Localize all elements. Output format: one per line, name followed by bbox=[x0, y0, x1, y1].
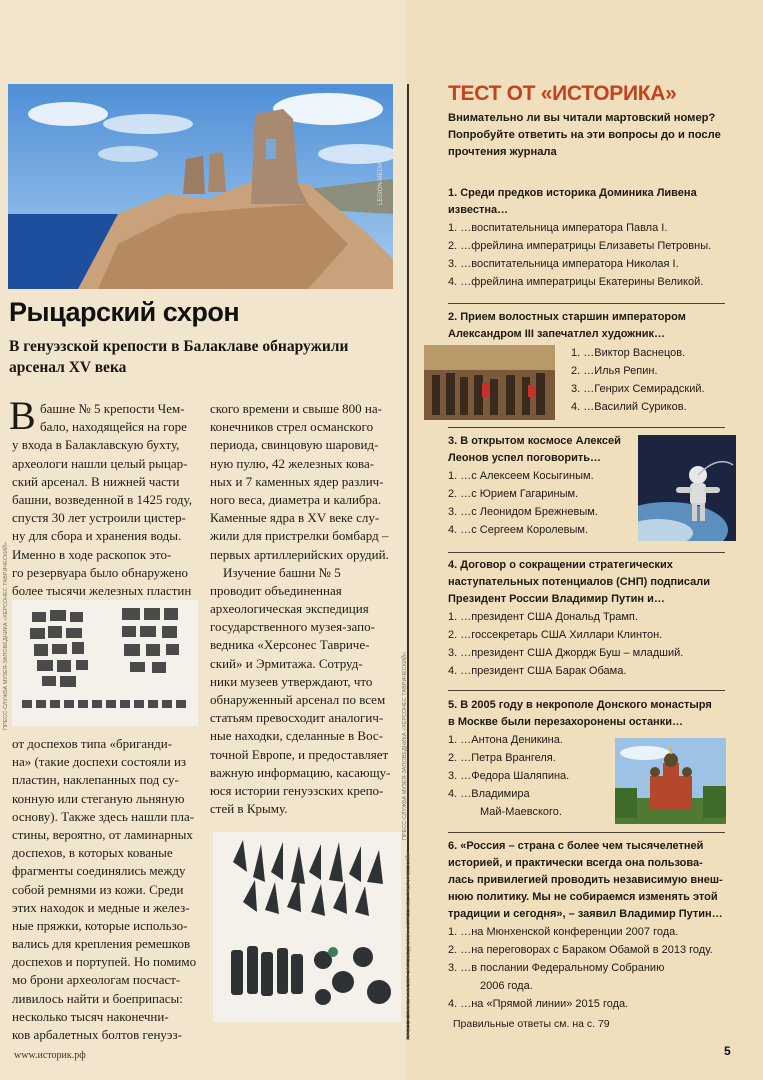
answer-option: 2. …с Юрием Гагариным. bbox=[448, 488, 579, 500]
text-line: археологи нашли целый рыцар- bbox=[12, 455, 188, 471]
text-line: на» (такие доспехи состояли из bbox=[12, 754, 187, 770]
text-line: ливилось найти и боеприпасы: bbox=[12, 990, 183, 1006]
page-number: 5 bbox=[724, 1044, 731, 1058]
quiz-title: ТЕСТ ОТ «ИСТОРИКА» bbox=[448, 82, 677, 105]
question-text: Александром III запечатлел художник… bbox=[448, 328, 666, 340]
fortress-photo bbox=[8, 84, 393, 289]
question-text: наступательных потенциалов (СНП) подписали bbox=[448, 576, 711, 588]
answer-option: Май-Маевского. bbox=[480, 806, 562, 818]
text-line: периода, свинцовую шаровид- bbox=[210, 437, 379, 453]
text-line: ную пулю, 42 железных кова- bbox=[210, 455, 375, 471]
answer-option: 1. …на Мюнхенской конференции 2007 года. bbox=[448, 926, 679, 938]
question-text: Леонов успел поговорить… bbox=[448, 452, 601, 464]
text-line: конечников стрел османского bbox=[210, 419, 374, 435]
text-line: ведника «Херсонес Тавриче- bbox=[210, 637, 370, 653]
text-line: ного веса, диаметра и калибра. bbox=[210, 491, 382, 507]
text-line: ные пряжки, которые использо- bbox=[12, 917, 188, 933]
text-line: ные находки, сделанные в Вос- bbox=[210, 728, 384, 744]
text-line: ков арбалетных болтов генуэз- bbox=[12, 1027, 182, 1042]
answer-option: 1. …Виктор Васнецов. bbox=[571, 347, 686, 359]
divider bbox=[448, 552, 725, 553]
answer-option: 3. …Генрих Семирадский. bbox=[571, 383, 705, 395]
article-column-1-bottom bbox=[12, 735, 207, 1044]
answer-option: 1. …Антона Деникина. bbox=[448, 734, 563, 746]
question-text: нюю политику. Мы не собираемся изменять этой bbox=[448, 891, 718, 903]
article-title: Рыцарский схрон bbox=[9, 297, 240, 327]
answer-option: 3. …воспитательница императора Николая I. bbox=[448, 258, 679, 270]
divider bbox=[448, 427, 725, 428]
armor-plates-photo bbox=[12, 600, 198, 726]
text-line: ники музеев утверждают, что bbox=[210, 673, 373, 689]
photo-credit: LEGION-MEDIA bbox=[378, 161, 384, 205]
arrowheads-photo bbox=[213, 832, 401, 1022]
question-text: известна… bbox=[448, 204, 509, 216]
answer-option: 4. …с Сергеем Королевым. bbox=[448, 524, 589, 536]
answer-option: 3. …в послании Федеральному Собранию bbox=[448, 962, 665, 974]
text-line: го резервуара было обнаружено bbox=[12, 564, 189, 580]
text-line: спустя 30 лет устроили цистер- bbox=[12, 510, 186, 526]
answer-option: 4. …Владимира bbox=[448, 788, 530, 800]
text-line: конную или стеганую льняную bbox=[12, 790, 185, 806]
answer-option: 2. …Петра Врангеля. bbox=[448, 752, 556, 764]
question-text: Президент России Владимир Путин и… bbox=[448, 593, 665, 605]
text-line: проводит объединенная bbox=[210, 582, 342, 598]
text-line: стей в Крыму. bbox=[210, 801, 288, 817]
question-3 bbox=[448, 433, 621, 539]
article-subtitle: В генуэзской крепости в Балаклаве обнаружили арсенал XV века bbox=[9, 338, 349, 376]
article-column-1-top bbox=[12, 400, 202, 600]
question-text: 4. Договор о сокращении стратегических bbox=[448, 559, 673, 571]
divider bbox=[448, 690, 725, 691]
answer-option: 2. …фрейлина императрицы Елизаветы Петровны. bbox=[448, 240, 712, 252]
text-line: этих находок и медные и желез- bbox=[12, 899, 190, 915]
intro-line: прочтения журнала bbox=[448, 146, 557, 158]
intro-line: Внимательно ли вы читали мартовский номер? bbox=[448, 112, 716, 124]
quiz-intro bbox=[448, 110, 758, 161]
answer-option: 1. …воспитательница императора Павла I. bbox=[448, 222, 668, 234]
text-line: точной Европе, и предоставляет bbox=[210, 746, 389, 762]
question-text: 1. Среди предков историка Доминика Ливена bbox=[448, 187, 697, 199]
question-text: в Москве были перезахоронены останки… bbox=[448, 716, 683, 728]
answer-option: 3. …президент США Джордж Буш – младший. bbox=[448, 647, 684, 659]
text-line: основу). Также здесь нашли пла- bbox=[12, 808, 195, 824]
question-text: 5. В 2005 году в некрополе Донского монастыря bbox=[448, 699, 712, 711]
text-line: первых артиллерийских орудий. bbox=[210, 546, 389, 562]
question-text: 2. Прием волостных старшин императором bbox=[448, 311, 686, 323]
text-line: более тысячи железных пластин bbox=[12, 582, 192, 598]
footer-url[interactable]: www.историк.рф bbox=[14, 1050, 86, 1061]
text-line: ных и 7 каменных ядер различ- bbox=[210, 473, 384, 489]
text-line: доспехов и портупей. Но помимо bbox=[12, 954, 197, 970]
divider bbox=[448, 303, 725, 304]
answer-option: 1. …президент США Дональд Трамп. bbox=[448, 611, 638, 623]
answer-option: 4. …на «Прямой линии» 2015 года. bbox=[448, 998, 629, 1010]
text-line: Именно в ходе раскопок это- bbox=[12, 546, 172, 562]
text-line: у входа в Балаклавскую бухту, bbox=[12, 437, 180, 453]
answer-option: 2. …Илья Репин. bbox=[571, 365, 658, 377]
text-line: башни, возведенной в 1425 году, bbox=[12, 491, 192, 507]
answer-option: 3. …Федора Шаляпина. bbox=[448, 770, 570, 782]
text-line: археологическая экспедиция bbox=[210, 601, 369, 617]
image-credit: ПРЕСС-СЛУЖБА МУЗЕЯ-ЗАПОВЕДНИКА «ХЕРСОНЕС ТАВРИЧЕСКИЙ» bbox=[402, 652, 408, 840]
question-4 bbox=[448, 557, 710, 680]
monastery-image bbox=[615, 738, 726, 824]
text-line: башне № 5 крепости Чем- bbox=[40, 401, 185, 416]
text-line: ну для сбора и хранения воды. bbox=[12, 528, 182, 544]
text-line: собой ремнями из кожи. Среди bbox=[12, 881, 184, 897]
answer-option: 2. …на переговорах с Бараком Обамой в 2013 году. bbox=[448, 944, 713, 956]
text-line: государственного музея-запо- bbox=[210, 619, 375, 635]
text-line: важную информацию, касающу- bbox=[210, 764, 391, 780]
answer-option: 3. …с Леонидом Брежневым. bbox=[448, 506, 598, 518]
text-line: от доспехов типа «бриганди- bbox=[12, 736, 173, 751]
image-credit: ПРЕСС-СЛУЖБА МУЗЕЯ-ЗАПОВЕДНИКА «ХЕРСОНЕС ТАВРИЧЕСКИЙ» bbox=[3, 542, 9, 730]
text-line: фрагменты соединялись между bbox=[12, 863, 186, 879]
drop-cap: В bbox=[9, 393, 36, 438]
text-line: бало, находящейся на горе bbox=[40, 419, 187, 435]
text-line: доспехов, в которых кованые bbox=[12, 845, 173, 861]
spacewalk-image bbox=[638, 435, 736, 541]
text-line: мо брони археологам посчаст- bbox=[12, 972, 181, 988]
question-1 bbox=[448, 185, 711, 291]
question-6 bbox=[448, 838, 723, 1013]
answer-option: 1. …с Алексеем Косыгиным. bbox=[448, 470, 594, 482]
answer-option: 4. …Василий Суриков. bbox=[571, 401, 687, 413]
answer-option: 4. …фрейлина императрицы Екатерины Великой. bbox=[448, 276, 704, 288]
article-column-2 bbox=[210, 400, 400, 818]
text-line: статьям превосходит аналогич- bbox=[210, 710, 384, 726]
text-line: ский» и Эрмитажа. Сотруд- bbox=[210, 655, 363, 671]
text-line: Изучение башни № 5 bbox=[210, 564, 341, 580]
text-line: несколько тысяч наконечни- bbox=[12, 1008, 169, 1024]
text-line: юся истории генуэзских крепо- bbox=[210, 782, 384, 798]
question-text: 6. «Россия – страна с более чем тысячелетней bbox=[448, 840, 704, 852]
question-2 bbox=[448, 309, 686, 343]
text-line: ского времени и свыше 800 на- bbox=[210, 401, 382, 416]
painting-image bbox=[424, 345, 555, 420]
answers-note: Правильные ответы см. на с. 79 bbox=[453, 1018, 610, 1030]
text-line: жили для пристрелки бомбард – bbox=[210, 528, 389, 544]
question-text: историей, и практически всегда она пользова- bbox=[448, 857, 703, 869]
text-line: стины, вероятно, от ламинарных bbox=[12, 826, 193, 842]
question-text: 3. В открытом космосе Алексей bbox=[448, 435, 621, 447]
text-line: пластин, наклепанных под су- bbox=[12, 772, 179, 788]
text-line: обнаруженный арсенал по всем bbox=[210, 692, 386, 707]
answer-option: 2. …госсекретарь США Хиллари Клинтон. bbox=[448, 629, 663, 641]
answer-option: 2006 года. bbox=[480, 980, 533, 992]
text-line: ский арсенал. В нижней части bbox=[12, 473, 180, 489]
question-text: лась привилегией проводить независимую внеш- bbox=[448, 874, 723, 886]
question-text: традиции и сегодня», – заявил Владимир Путин… bbox=[448, 908, 723, 920]
question-2-options bbox=[571, 344, 705, 416]
answer-option: 4. …президент США Барак Обама. bbox=[448, 665, 627, 677]
text-line: Каменные ядра в XV веке слу- bbox=[210, 510, 380, 526]
image-credit: ПРЕСС-СЛУЖБА МУЗЕЯ-ЗАПОВЕДНИКА «ХЕРСОНЕС ТАВРИЧЕСКИЙ» bbox=[406, 852, 412, 1040]
divider bbox=[448, 832, 725, 833]
intro-line: Попробуйте ответить на эти вопросы до и после bbox=[448, 129, 721, 141]
text-line: вались для крепления ремешков bbox=[12, 936, 191, 952]
